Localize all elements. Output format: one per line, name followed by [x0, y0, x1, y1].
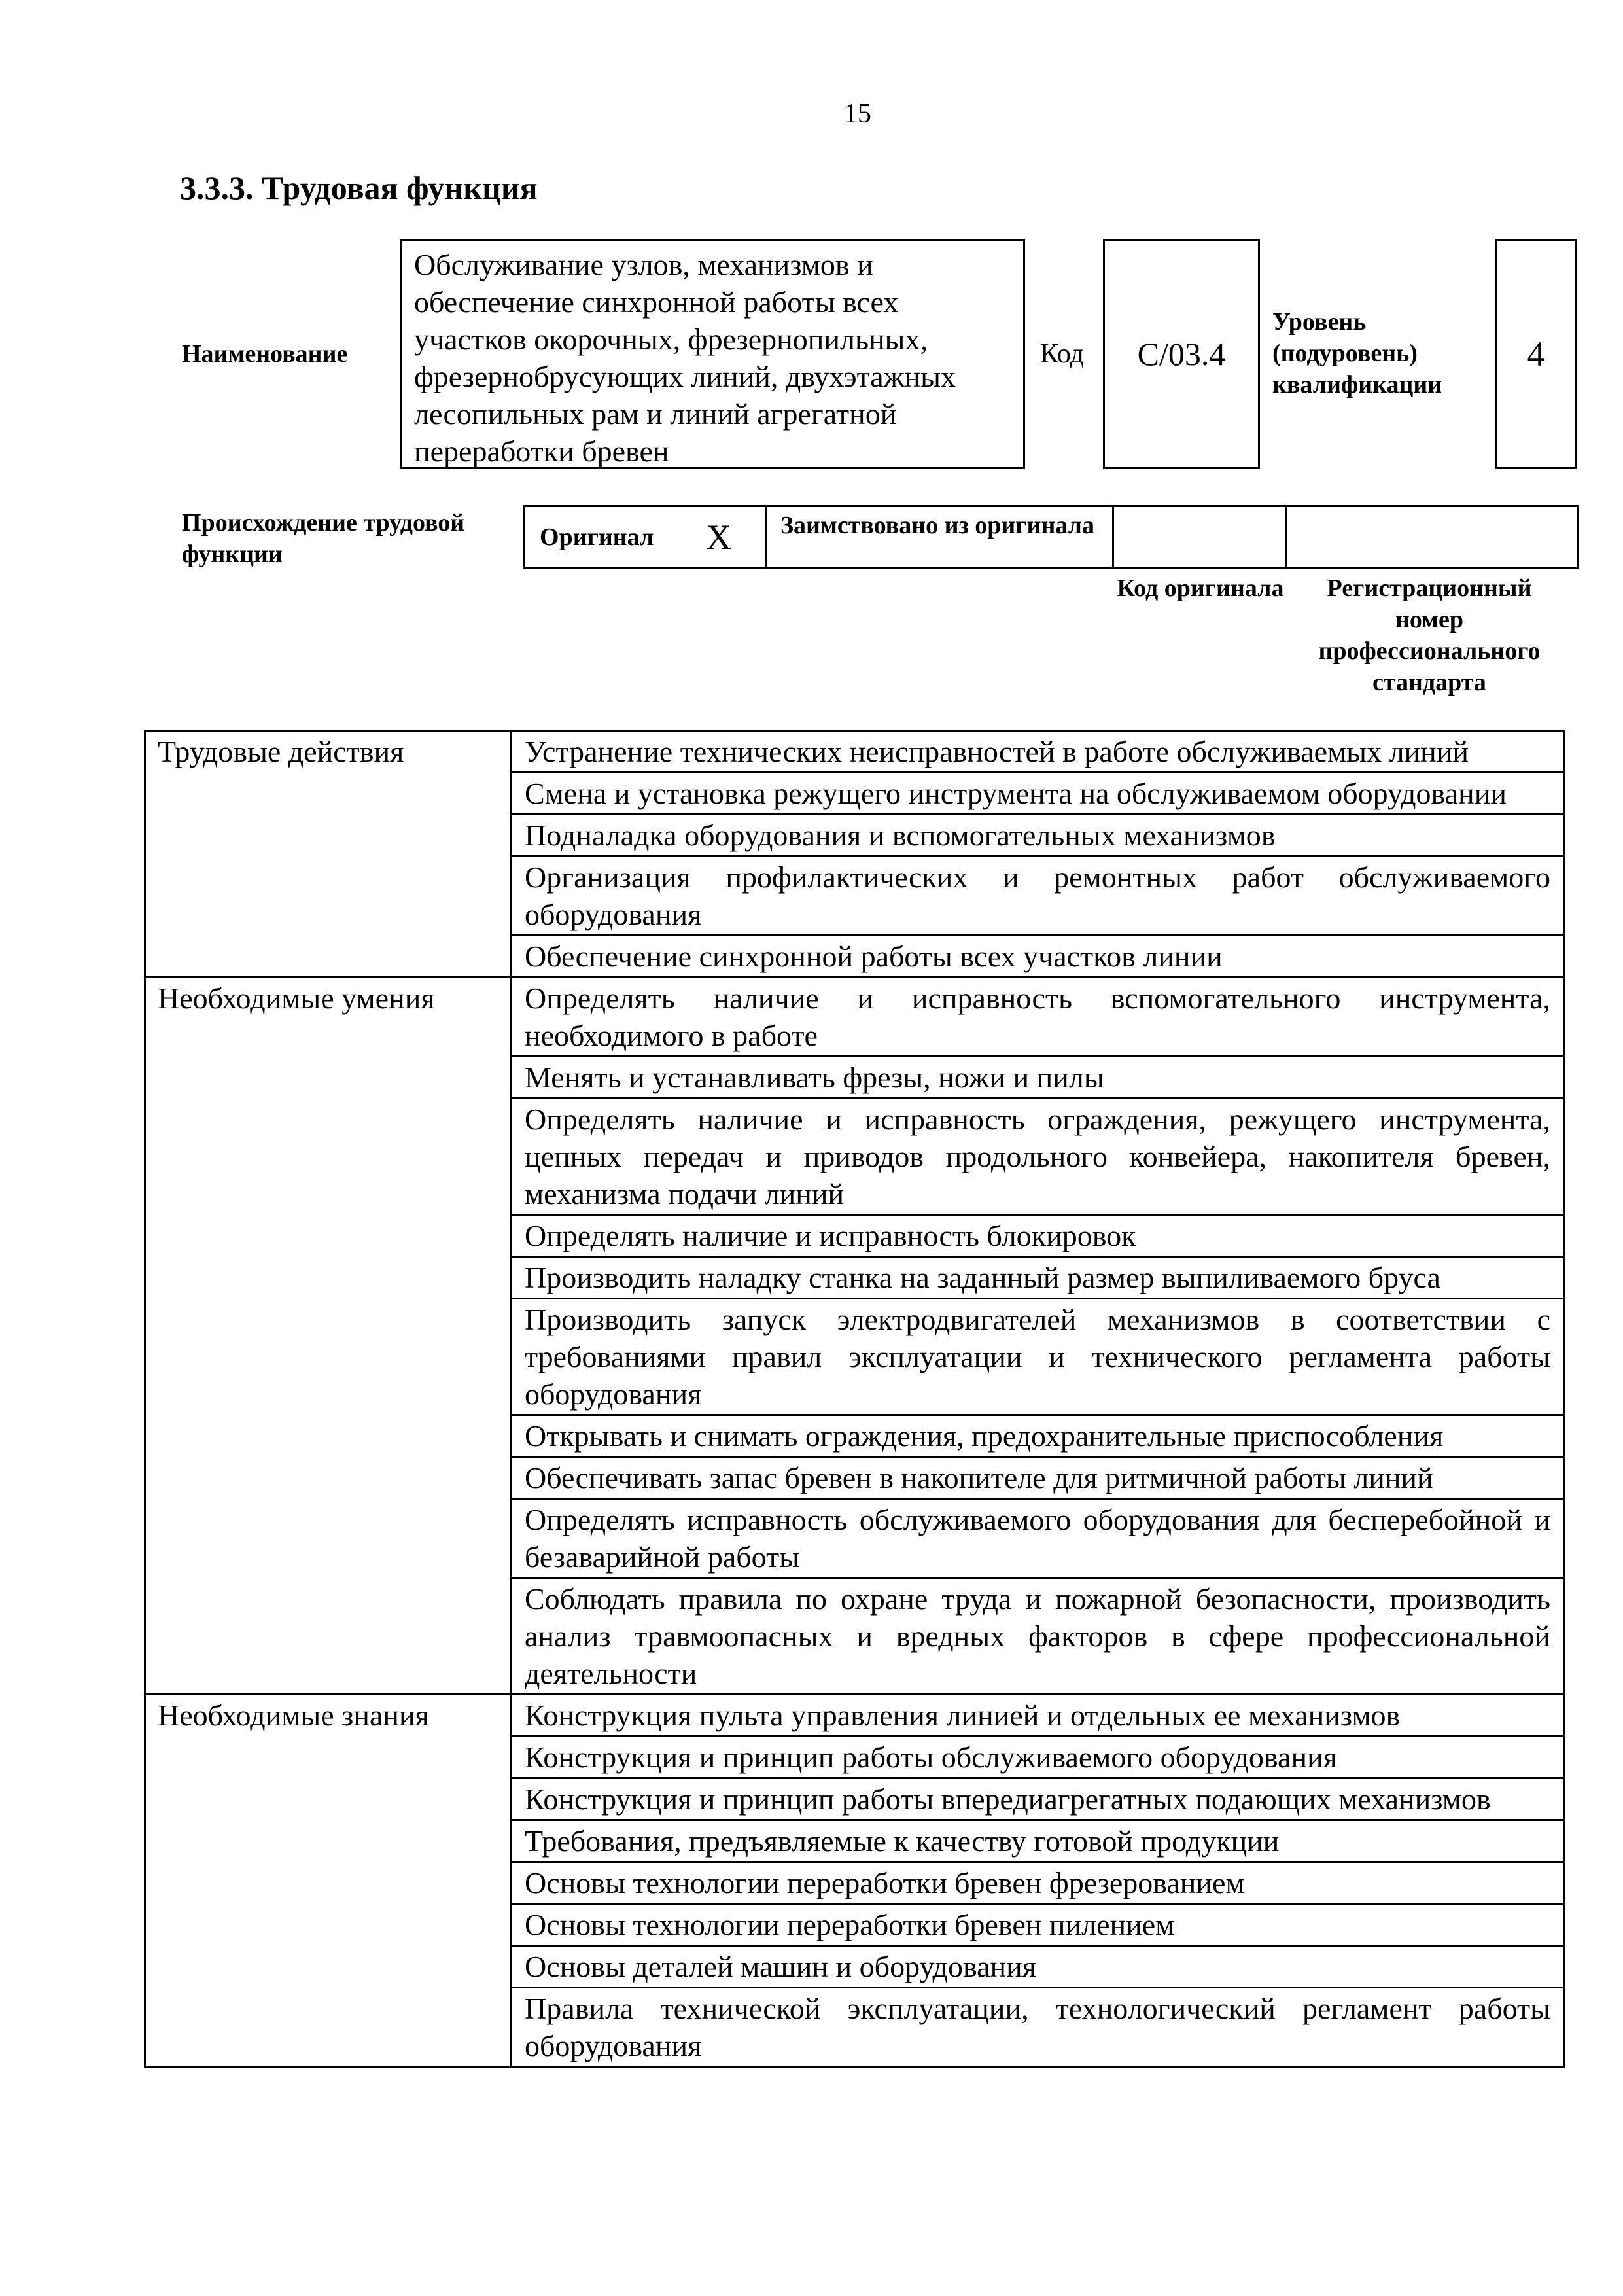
section-item: Основы технологии переработки бревен фрезерованием: [511, 1862, 1565, 1904]
section-item: Конструкция и принцип работы обслуживаемого оборудования: [511, 1737, 1565, 1778]
function-name-value: Обслуживание узлов, механизмов и обеспечение синхронной работы всех участков окорочных, фрезернопильных, фрезернобрусующих линий, двухэтажных лесопильных рам и линий агрегатной переработки бревен: [414, 248, 956, 468]
section-category: Необходимые умения: [145, 978, 511, 1695]
name-label: Наименование: [182, 340, 348, 368]
original-code-caption: Код оригинала: [1117, 574, 1284, 602]
section-item: Конструкция пульта управления линией и отдельных ее механизмов: [511, 1695, 1565, 1737]
section-item: Открывать и снимать ограждения, предохранительные приспособления: [511, 1415, 1565, 1457]
section-item: Устранение технических неисправностей в работе обслуживаемых линий: [511, 731, 1565, 773]
section-item: Обеспечение синхронной работы всех участков линии: [511, 936, 1565, 978]
section-item: Обеспечивать запас бревен в накопителе для ритмичной работы линий: [511, 1457, 1565, 1499]
qualification-level-label: Уровень (подуровень) квалификации: [1272, 308, 1442, 398]
section-item: Организация профилактических и ремонтных работ обслуживаемого оборудования: [511, 857, 1565, 936]
original-mark: X: [706, 518, 732, 557]
qualification-level-box: [1495, 239, 1577, 469]
section-item: Правила технической эксплуатации, технологический регламент работы оборудования: [511, 1988, 1565, 2067]
table-row: [145, 1695, 1565, 1737]
section-category: Трудовые действия: [145, 731, 511, 978]
section-item: Менять и устанавливать фрезы, ножи и пилы: [511, 1057, 1565, 1099]
registration-number-caption: Регистрационный номер профессионального стандарта: [1318, 574, 1541, 696]
code-box: [1103, 239, 1260, 469]
code-value: C/03.4: [1137, 336, 1226, 372]
registration-number-cell: [1287, 507, 1577, 567]
origin-original-cell: [525, 507, 767, 567]
qualification-level-value: 4: [1527, 334, 1545, 374]
function-name-box: [400, 239, 1025, 469]
table-row: [145, 731, 1565, 773]
origin-row: [523, 505, 1579, 569]
section-item: Производить наладку станка на заданный размер выпиливаемого бруса: [511, 1257, 1565, 1299]
borrowed-label: Заимствовано из оригинала: [780, 512, 1094, 539]
section-item: Требования, предъявляемые к качеству готовой продукции: [511, 1820, 1565, 1862]
section-item: Производить запуск электродвигателей механизмов в соответствии с требованиями правил эксплуатации и технического регламента работы оборудования: [511, 1299, 1565, 1415]
section-item: Определять исправность обслуживаемого оборудования для бесперебойной и безаварийной работы: [511, 1499, 1565, 1578]
origin-label: Происхождение трудовой функции: [182, 509, 465, 568]
origin-borrowed-cell: [767, 507, 1114, 567]
section-item: Подналадка оборудования и вспомогательных механизмов: [511, 815, 1565, 857]
labor-function-table: [144, 730, 1565, 2068]
original-code-cell: [1114, 507, 1287, 567]
code-label: Код: [1040, 339, 1085, 369]
section-item: Конструкция и принцип работы впередиагрегатных подающих механизмов: [511, 1778, 1565, 1820]
section-item: Основы деталей машин и оборудования: [511, 1946, 1565, 1988]
section-item: Смена и установка режущего инструмента на обслуживаемом оборудовании: [511, 773, 1565, 815]
section-item: Основы технологии переработки бревен пилением: [511, 1904, 1565, 1946]
original-label: Оригинал: [540, 523, 654, 551]
section-title: 3.3.3. Трудовая функция: [180, 169, 538, 206]
section-category: Необходимые знания: [145, 1695, 511, 2067]
table-row: [145, 978, 1565, 1057]
section-item: Определять наличие и исправность блокировок: [511, 1215, 1565, 1257]
section-item: Определять наличие и исправность ограждения, режущего инструмента, цепных передач и приводов продольного конвейера, накопителя бревен, механизма подачи линий: [511, 1099, 1565, 1215]
section-item: Соблюдать правила по охране труда и пожарной безопасности, производить анализ травмоопасных и вредных факторов в сфере профессиональной деятельности: [511, 1578, 1565, 1695]
section-item: Определять наличие и исправность вспомогательного инструмента, необходимого в работе: [511, 978, 1565, 1057]
page-number: 15: [844, 99, 871, 129]
